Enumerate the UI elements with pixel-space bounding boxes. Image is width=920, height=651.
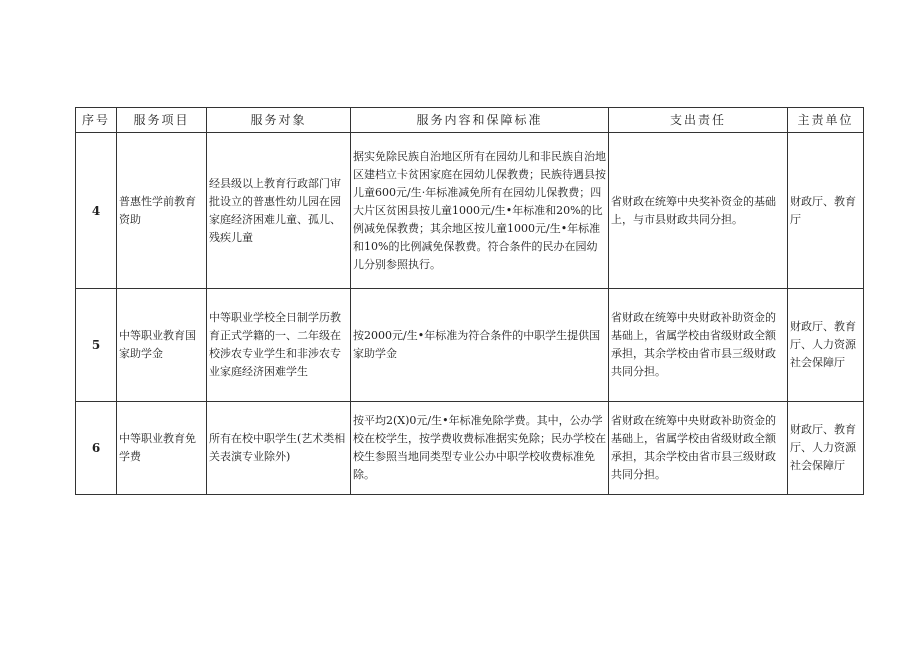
header-responsible-department: 主责单位 <box>788 108 864 133</box>
row-service-content: 按平均2(X)0元/生•年标准免除学费。其中，公办学校在校学生，按学费收费标准据实免除；民办学校在校生参照当地同类型专业公办中职学校收费标准免除。 <box>351 402 609 495</box>
row-service-target: 所有在校中职学生(艺术类相关表演专业除外) <box>207 402 351 495</box>
row-service-item: 中等职业教育免学费 <box>117 402 207 495</box>
row-serial-number: 4 <box>76 133 117 289</box>
table-row <box>76 133 864 289</box>
table-row <box>76 289 864 402</box>
row-responsible-department: 财政厅、教育厅、人力资源社会保障厅 <box>788 402 864 495</box>
header-service-content: 服务内容和保障标准 <box>351 108 609 133</box>
row-responsible-department: 财政厅、教育厅、人力资源社会保障厅 <box>788 289 864 402</box>
row-responsible-department: 财政厅、教育厅 <box>788 133 864 289</box>
row-serial-number: 5 <box>76 289 117 402</box>
row-service-content: 按2000元/生•年标准为符合条件的中职学生提供国家助学金 <box>351 289 609 402</box>
header-service-item: 服务项目 <box>117 108 207 133</box>
header-service-target: 服务对象 <box>207 108 351 133</box>
service-standards-table <box>75 107 864 495</box>
table-row <box>76 402 864 495</box>
row-service-target: 中等职业学校全日制学历教育正式学籍的一、二年级在校涉农专业学生和非涉农专业家庭经济困难学生 <box>207 289 351 402</box>
row-service-item: 普惠性学前教育资助 <box>117 133 207 289</box>
table-header-row <box>76 108 864 133</box>
header-expense-responsibility: 支出责任 <box>609 108 788 133</box>
row-expense-responsibility: 省财政在统筹中央奖补资金的基础上，与市县财政共同分担。 <box>609 133 788 289</box>
row-expense-responsibility: 省财政在统筹中央财政补助资金的基础上，省属学校由省级财政全额承担，其余学校由省市县三级财政共同分担。 <box>609 402 788 495</box>
row-expense-responsibility: 省财政在统筹中央财政补助资金的基础上，省属学校由省级财政全额承担，其余学校由省市县三级财政共同分担。 <box>609 289 788 402</box>
row-service-item: 中等职业教育国家助学金 <box>117 289 207 402</box>
row-serial-number: 6 <box>76 402 117 495</box>
row-service-target: 经县级以上教育行政部门审批设立的普惠性幼儿园在园家庭经济困难儿童、孤儿、残疾儿童 <box>207 133 351 289</box>
row-service-content: 据实免除民族自治地区所有在园幼儿和非民族自治地区建档立卡贫困家庭在园幼儿保教费；民族待遇县按儿童600元/生·年标准减免所有在园幼儿保教费；四大片区贫困县按儿童1000元/生•年标准和20%的比例减免保教费；其余地区按儿童1000元/生•年标准和10%的比例减免保教费。符合条件的民办在园幼儿分别参照执行。 <box>351 133 609 289</box>
header-serial-number: 序号 <box>76 108 117 133</box>
